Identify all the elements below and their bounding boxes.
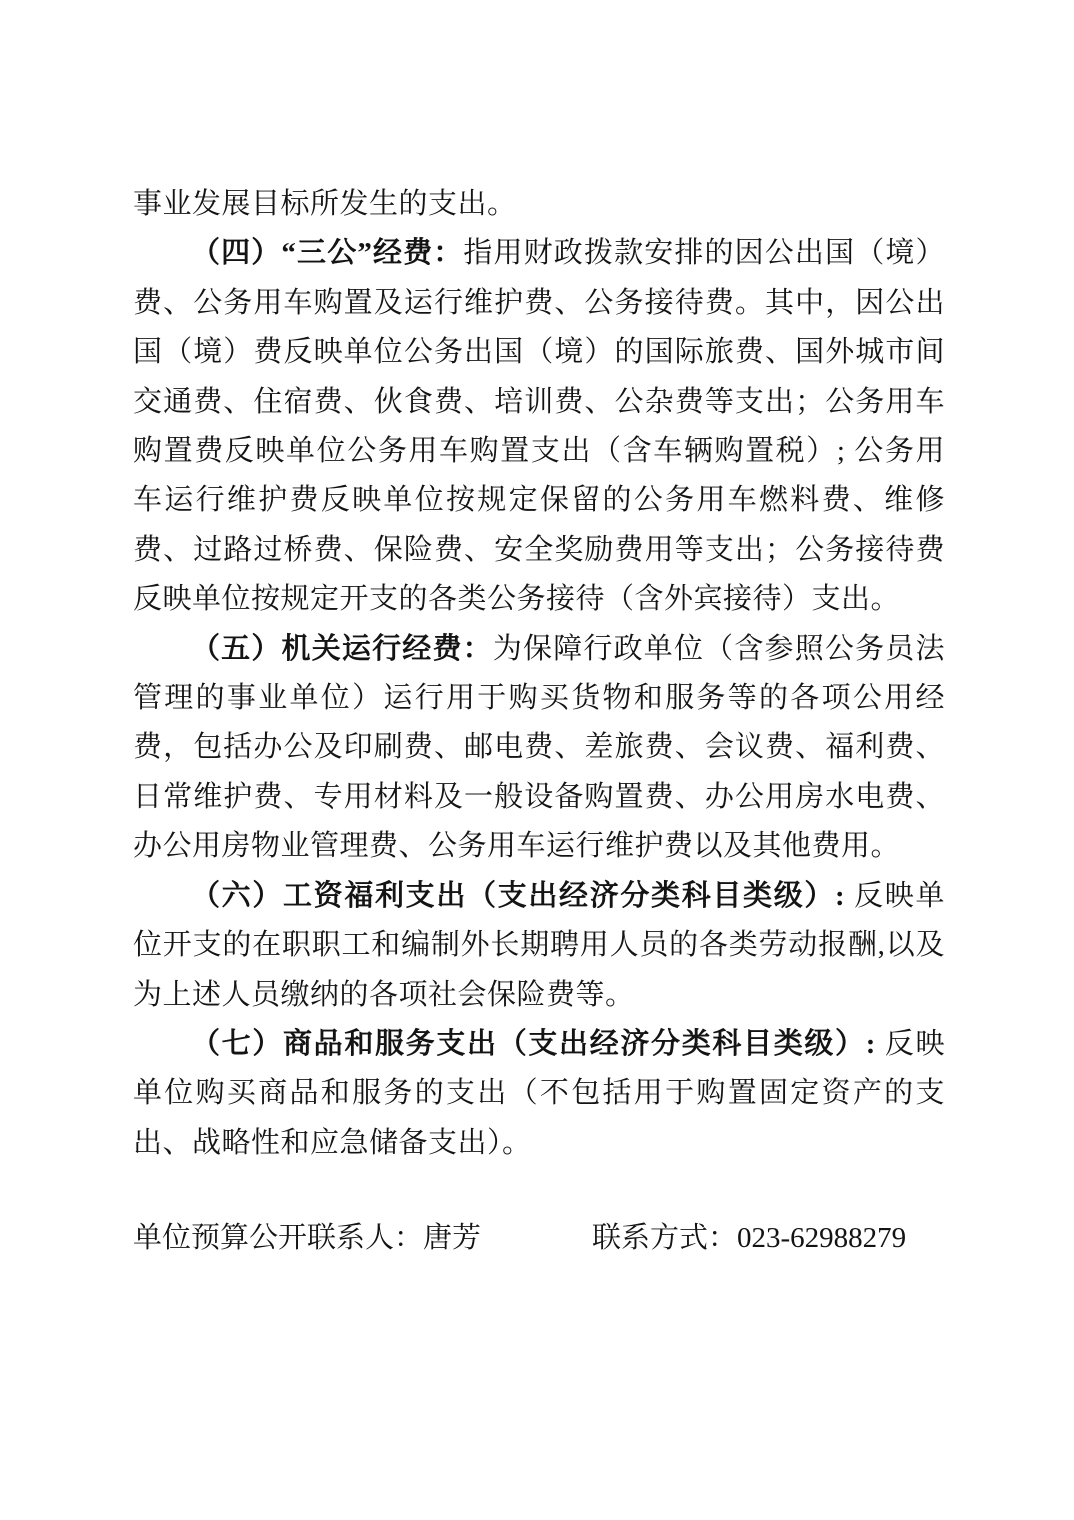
paragraph-body: 为保障行政单位（含参照公务员法管理的事业单位）运行用于购买货物和服务等的各项公用经费，包括办公及印刷费、邮电费、差旅费、会议费、福利费、日常维护费、专用材料及一般设备购置费、办公用房水电费、办公用房物业管理费、公务用车运行维护费以及其他费用。 [133, 632, 945, 863]
contact-person [133, 1222, 481, 1254]
paragraph-body: 事业发展目标所发生的支出。 [133, 188, 517, 220]
paragraph-continuation [133, 180, 945, 229]
paragraph-body: 反映单位购买商品和服务的支出（不包括用于购置固定资产的支出、战略性和应急储备支出）。 [133, 1027, 945, 1159]
paragraph-section-4 [133, 229, 945, 624]
section-4-heading: （四）“三公”经费： [191, 237, 464, 270]
contact-person-label: 单位预算公开联系人： [133, 1222, 424, 1255]
contact-method-label: 联系方式： [592, 1222, 738, 1255]
section-6-heading: （六）工资福利支出（支出经济分类科目类级）: [191, 879, 855, 912]
paragraph-section-6 [133, 872, 945, 1020]
section-7-heading: （七）商品和服务支出（支出经济分类科目类级）: [191, 1027, 885, 1060]
contact-phone: 023-62988279 [737, 1222, 907, 1255]
contact-line [133, 1214, 945, 1264]
paragraph-body: 指用财政拨款安排的因公出国（境）费、公务用车购置及运行维护费、公务接待费。其中，因公出国（境）费反映单位公务出国（境）的国际旅费、国外城市间交通费、住宿费、伙食费、培训费、公杂费等支出；公务用车购置费反映单位公务用车购置支出（含车辆购置税）; 公务用车运行维护费反映单位按规定保留的公务用车燃料费、维修费、过路过桥费、保险费、安全奖励费用等支出；公务接待费反映单位按规定开支的各类公务接待（含外宾接待）支出。 [133, 237, 945, 616]
contact-person-name: 唐芳 [423, 1222, 482, 1255]
paragraph-section-7 [133, 1020, 945, 1168]
contact-method [592, 1214, 906, 1263]
paragraph-section-5 [133, 625, 945, 872]
paragraph-body: 反映单位开支的在职职工和编制外长期聘用人员的各类劳动报酬,以及为上述人员缴纳的各项社会保险费等。 [133, 879, 945, 1011]
section-5-heading: （五）机关运行经费： [191, 632, 493, 665]
document-body [133, 180, 945, 1264]
